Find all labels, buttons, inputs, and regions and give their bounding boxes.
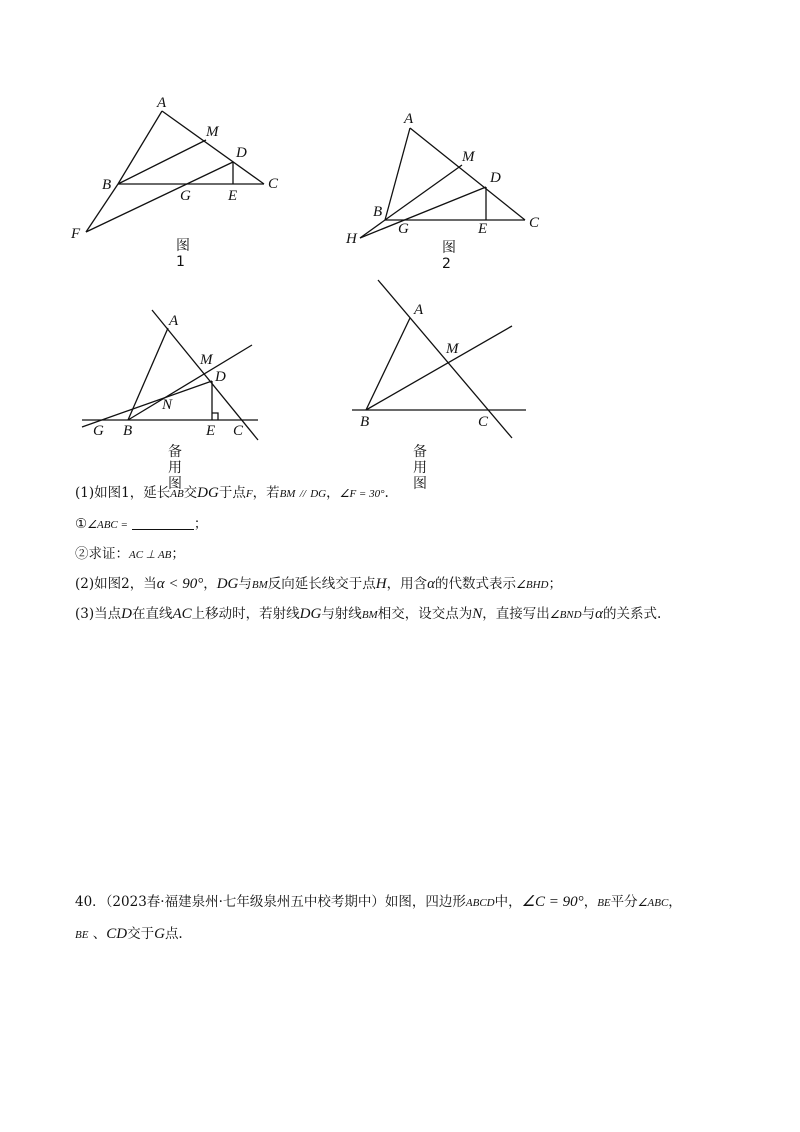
point-m-label: M	[446, 341, 459, 357]
question-3: (3)当点D在直线AC上移动时，若射线DG与射线BM相交，设交点为N，直接写出∠BND与α的关系式.	[75, 606, 662, 622]
point-e-label: E	[228, 188, 238, 204]
point-c-label: C	[529, 215, 540, 231]
figure-1-caption: 图1	[176, 238, 190, 270]
question-2: (2)如图2，当α < 90°，DG与BM反向延长线交于点H，用含α的代数式表示∠BHD；	[75, 576, 562, 592]
line-ac	[378, 280, 512, 438]
point-a-label: A	[157, 95, 167, 111]
answer-blank[interactable]	[132, 529, 194, 530]
point-a-label: A	[169, 313, 179, 329]
point-c-label: C	[478, 414, 489, 430]
problem-40-line-1: 40．（2023春·福建泉州·七年级泉州五中校考期中）如图，四边形ABCD中，∠C = 90°，BE平分∠ABC，	[75, 894, 682, 910]
point-a-label: A	[404, 111, 414, 127]
point-g-label: G	[180, 188, 191, 204]
point-d-label: D	[490, 170, 501, 186]
question-1-part-1: ①∠ABC = ；	[75, 516, 208, 532]
question-1: (1)如图1，延长AB交DG于点F，若BM // DG，∠F = 30°.	[75, 485, 389, 501]
question-1-part-2: ②求证：AC ⊥ AB；	[75, 546, 185, 562]
point-f-label: F	[71, 226, 81, 242]
point-g-label: G	[93, 423, 104, 439]
point-c-label: C	[233, 423, 244, 439]
point-c-label: C	[268, 176, 279, 192]
figure-4-caption: 备用图	[413, 444, 427, 492]
point-a-label: A	[414, 302, 424, 318]
figure-3-caption: 备用图	[168, 444, 182, 492]
point-e-label: E	[206, 423, 216, 439]
ray-bm	[366, 326, 512, 410]
point-g-label: G	[398, 221, 409, 237]
point-b-label: B	[102, 177, 112, 193]
point-m-label: M	[462, 149, 475, 165]
point-d-label: D	[215, 369, 226, 385]
point-n-label: N	[162, 397, 173, 413]
problem-40-line-2: BE 、CD交于G点.	[75, 926, 183, 942]
point-d-label: D	[236, 145, 247, 161]
figure-2-caption: 图2	[442, 240, 456, 272]
point-h-label: H	[346, 231, 357, 247]
point-m-label: M	[200, 352, 213, 368]
point-e-label: E	[478, 221, 488, 237]
point-b-label: B	[373, 204, 383, 220]
point-b-label: B	[360, 414, 370, 430]
point-m-label: M	[206, 124, 219, 140]
segment-ab	[366, 318, 410, 410]
point-b-label: B	[123, 423, 133, 439]
